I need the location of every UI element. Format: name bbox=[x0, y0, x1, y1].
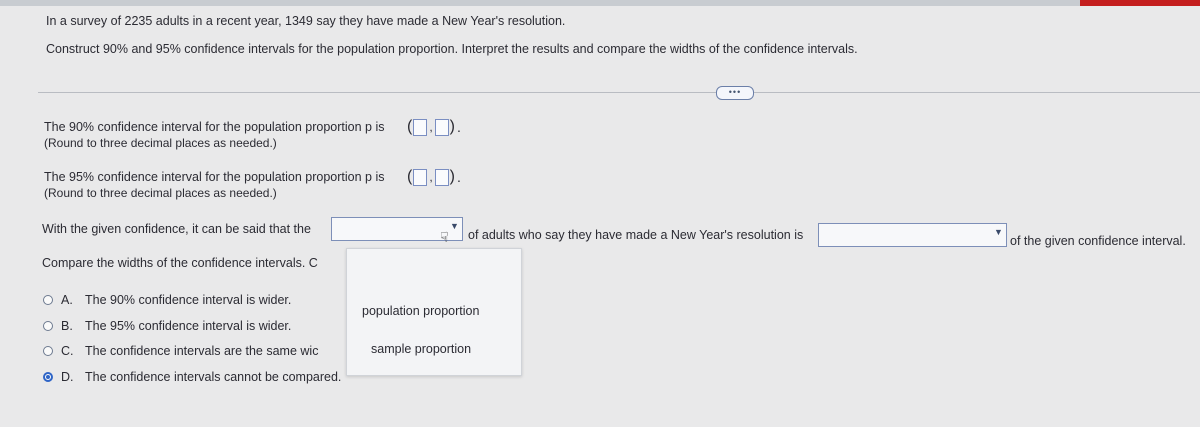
ci95-lower-input[interactable] bbox=[413, 169, 427, 186]
chevron-down-icon: ▼ bbox=[450, 221, 459, 231]
interpret-middle: of adults who say they have made a New Year's resolution is bbox=[468, 228, 804, 242]
ci90-upper-input[interactable] bbox=[435, 119, 449, 136]
option-c-radio[interactable] bbox=[43, 346, 53, 356]
ci95-hint: (Round to three decimal places as needed.) bbox=[44, 186, 277, 200]
ci90-hint: (Round to three decimal places as needed.) bbox=[44, 136, 277, 150]
ci95-comma: , bbox=[429, 170, 433, 184]
compare-prompt: Compare the widths of the confidence intervals. C bbox=[42, 256, 318, 270]
ci95-period: . bbox=[457, 169, 461, 185]
ci90-answer bbox=[407, 118, 461, 136]
option-b-text[interactable]: The 95% confidence interval is wider. bbox=[85, 319, 292, 333]
option-d-text[interactable]: The confidence intervals cannot be compared. bbox=[85, 370, 342, 384]
ci90-period: . bbox=[457, 119, 461, 135]
option-b-radio[interactable] bbox=[43, 321, 53, 331]
dropdown-option-sample-proportion[interactable]: sample proportion bbox=[371, 342, 472, 356]
ci95-upper-input[interactable] bbox=[435, 169, 449, 186]
hand-cursor-icon: ☟ bbox=[440, 229, 449, 245]
top-bar bbox=[0, 0, 1200, 6]
dropdown-option-population-proportion[interactable]: population proportion bbox=[362, 304, 480, 318]
ci90-open-paren: ( bbox=[407, 118, 413, 135]
top-bar-accent bbox=[1080, 0, 1200, 6]
ci95-prompt: The 95% confidence interval for the population proportion p is bbox=[44, 170, 385, 184]
ci90-lower-input[interactable] bbox=[413, 119, 427, 136]
ci95-open-paren: ( bbox=[407, 168, 413, 185]
option-d-radio[interactable] bbox=[43, 372, 53, 382]
ci95-close-paren: ) bbox=[449, 168, 455, 185]
more-button[interactable]: ••• bbox=[716, 86, 754, 100]
option-a-radio[interactable] bbox=[43, 295, 53, 305]
option-c-letter: C. bbox=[61, 344, 74, 358]
chevron-down-icon: ▼ bbox=[994, 227, 1003, 237]
question-text: In a survey of 2235 adults in a recent year, 1349 say they have made a New Year's resolution. bbox=[46, 14, 566, 28]
option-a-letter: A. bbox=[61, 293, 73, 307]
dropdown-menu bbox=[346, 248, 522, 376]
ci95-answer bbox=[407, 168, 461, 186]
ci90-close-paren: ) bbox=[449, 118, 455, 135]
interpret-select-2[interactable] bbox=[818, 223, 1007, 247]
option-b-letter: B. bbox=[61, 319, 73, 333]
ci90-comma: , bbox=[429, 120, 433, 134]
question-instructions: Construct 90% and 95% confidence intervals for the population proportion. Interpret the results and compare the widths of the confidence intervals. bbox=[46, 42, 858, 56]
interpret-prefix: With the given confidence, it can be said that the bbox=[42, 222, 311, 236]
option-c-text[interactable]: The confidence intervals are the same wic bbox=[85, 344, 319, 358]
divider bbox=[38, 92, 1200, 93]
option-a-text[interactable]: The 90% confidence interval is wider. bbox=[85, 293, 292, 307]
ci90-prompt: The 90% confidence interval for the population proportion p is bbox=[44, 120, 385, 134]
option-d-letter: D. bbox=[61, 370, 74, 384]
interpret-suffix: of the given confidence interval. bbox=[1010, 234, 1186, 248]
